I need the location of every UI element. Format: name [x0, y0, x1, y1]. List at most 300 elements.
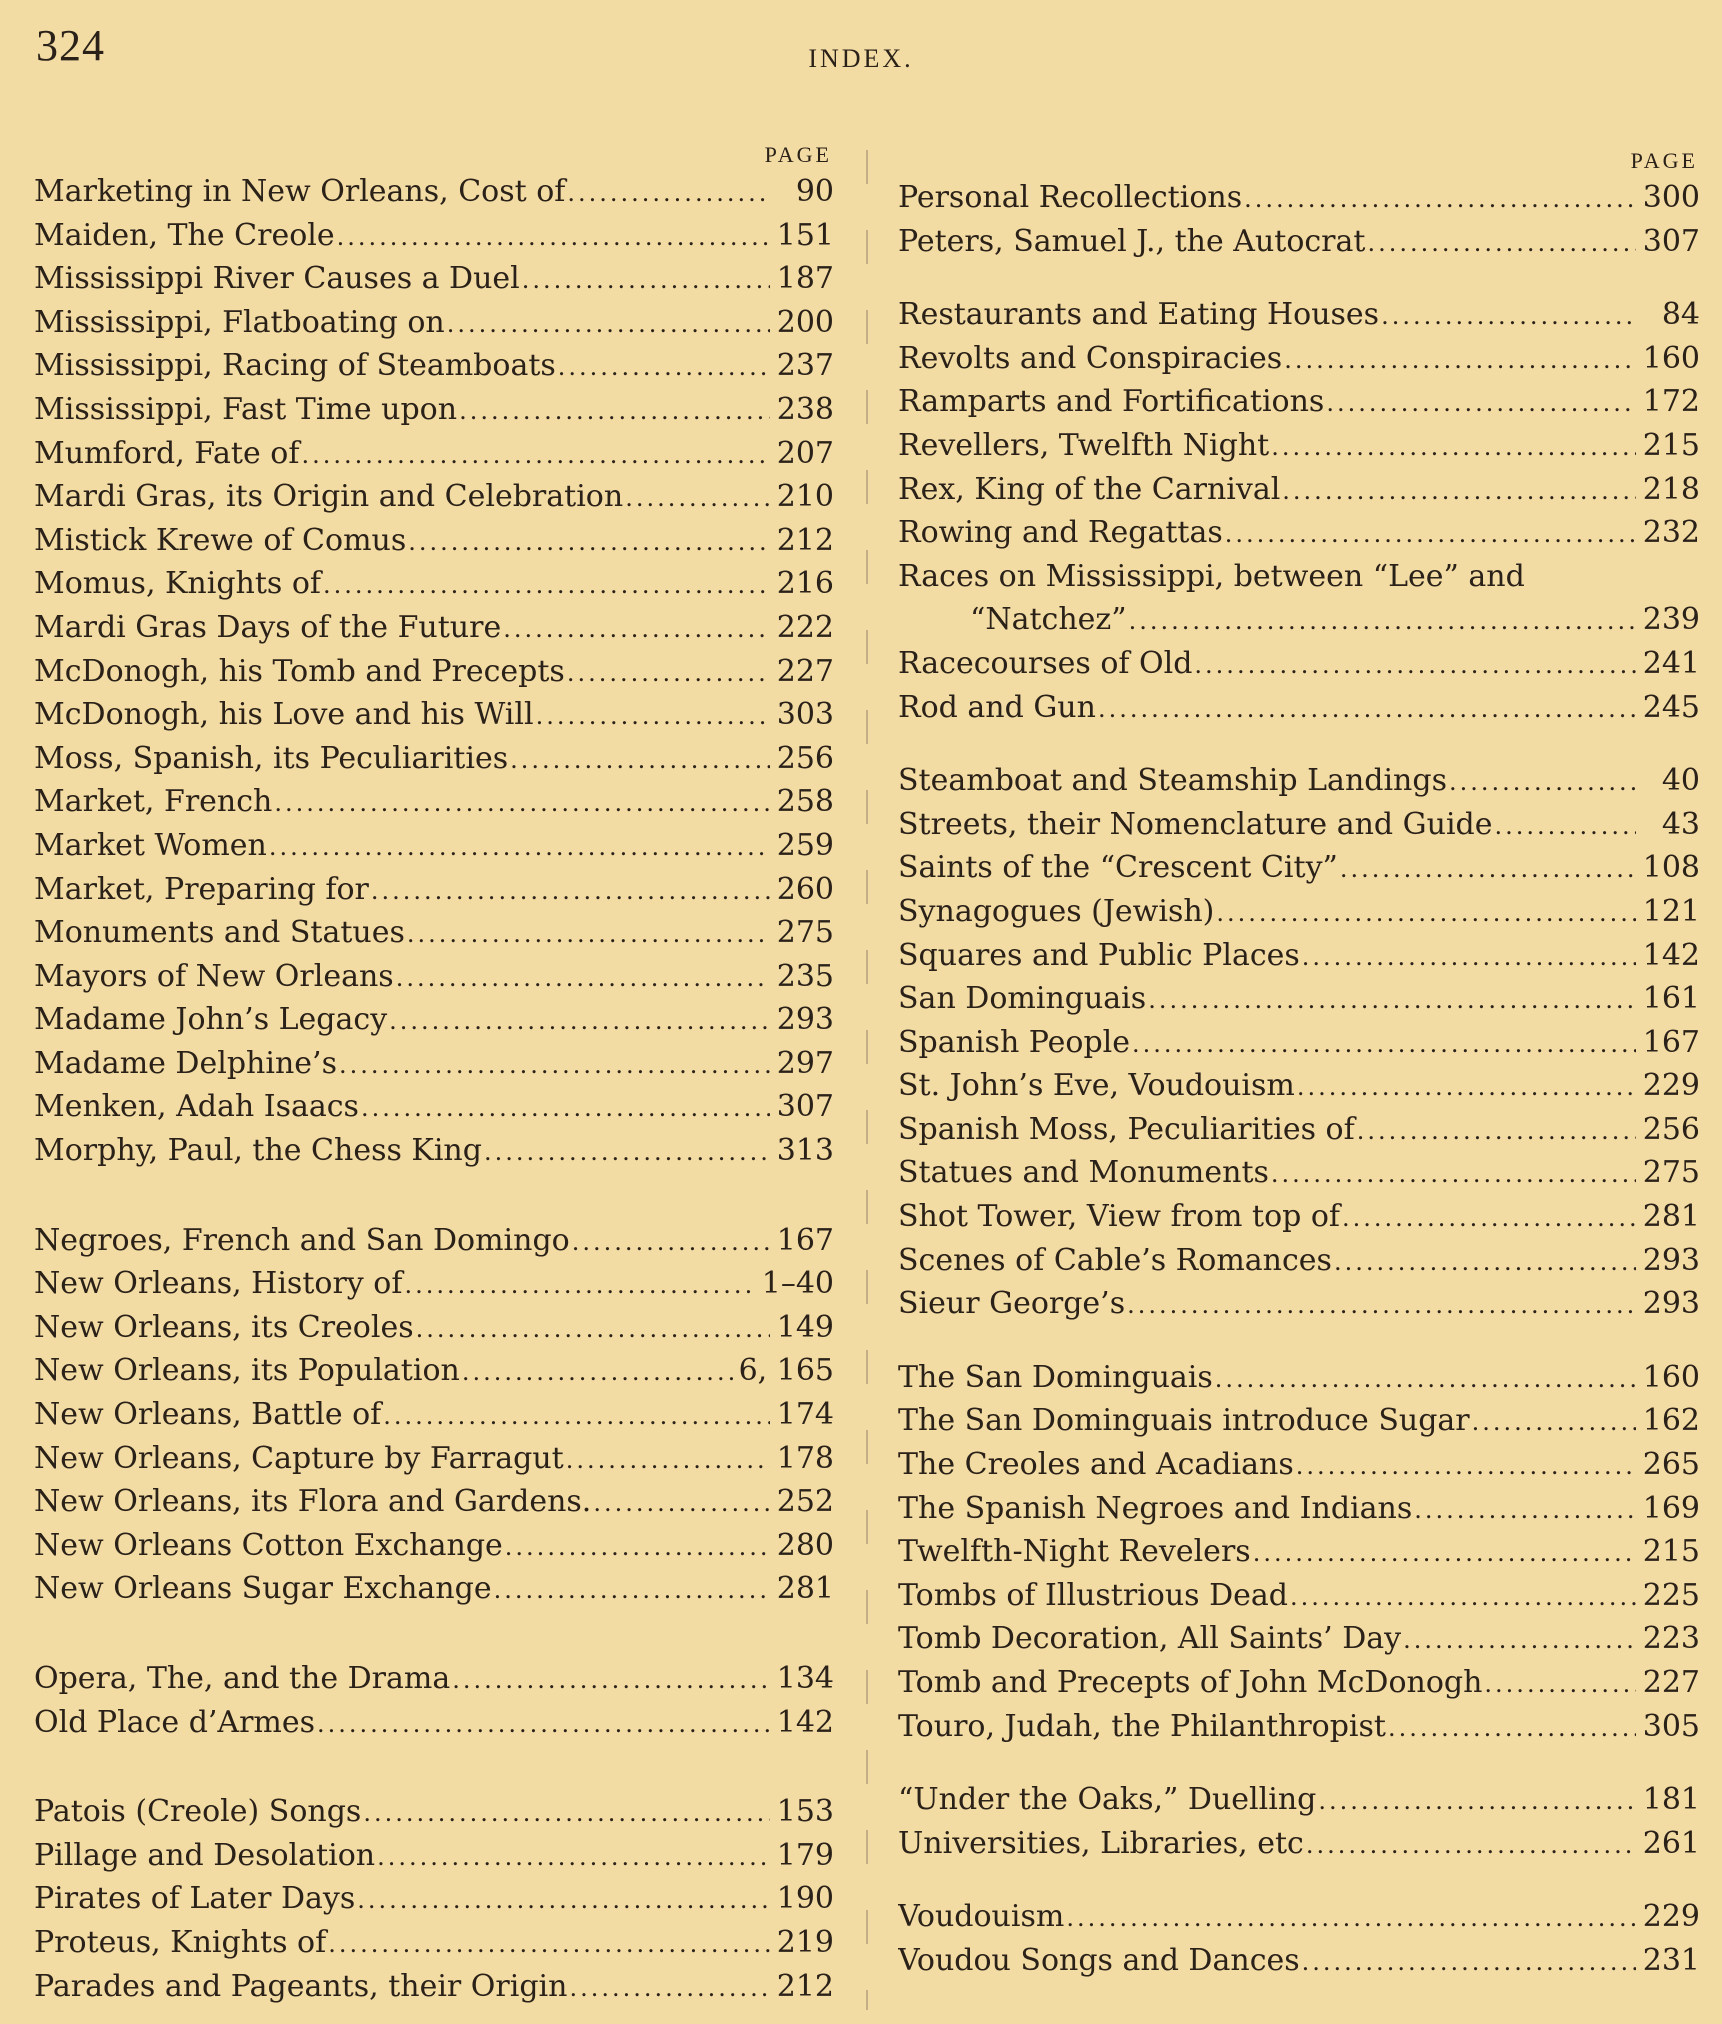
index-entry: [34, 1701, 834, 1745]
entry-page: 281: [776, 1571, 834, 1607]
dot-leader: [1098, 688, 1636, 730]
index-entry: [34, 519, 834, 563]
index-entry: [898, 511, 1700, 555]
entry-title: Opera, The, and the Drama: [34, 1661, 451, 1696]
dot-leader: [522, 259, 770, 301]
entry-page: 275: [1642, 1155, 1700, 1191]
entry-title: “Under the Oaks,” Duelling: [898, 1782, 1317, 1818]
dot-leader: [505, 1526, 770, 1568]
index-entry: [34, 1262, 834, 1306]
dot-leader: [484, 1131, 770, 1173]
entry-page: 260: [776, 871, 834, 907]
index-entry: [34, 1790, 834, 1834]
entry-page: 256: [1642, 1111, 1700, 1147]
entry-title: Menken, Adah Isaacs: [34, 1089, 359, 1125]
dot-leader: [1271, 1153, 1636, 1195]
entry-title: Mumford, Fate of: [34, 435, 300, 471]
entry-title: Voudou Songs and Dances: [898, 1942, 1300, 1978]
index-entry: [898, 176, 1700, 220]
index-entry: [34, 1965, 834, 2009]
index-entry: [34, 562, 834, 606]
dot-leader: [1296, 1445, 1636, 1487]
entry-title: Madame Delphine’s: [34, 1045, 337, 1081]
group-gap: [34, 1173, 834, 1219]
group-gap: [898, 729, 1700, 759]
entry-page: 207: [776, 435, 834, 471]
entry-page: 43: [1661, 806, 1700, 842]
entry-title: Personal Recollections: [898, 180, 1243, 215]
entry-title: Parades and Pageants, their Origin: [34, 1968, 568, 2004]
entry-page: 142: [1642, 937, 1700, 973]
index-group: [34, 170, 834, 1173]
index-entry: [34, 606, 834, 650]
entry-page: 229: [1642, 1899, 1700, 1935]
dot-leader: [416, 1308, 770, 1350]
entry-page: 280: [776, 1527, 834, 1563]
dot-leader: [1244, 178, 1636, 220]
entry-title: Market Women: [34, 827, 267, 863]
dot-leader: [1148, 979, 1636, 1021]
entry-page: 229: [1642, 1068, 1700, 1104]
entry-page: 179: [776, 1837, 834, 1873]
index-entry: [34, 1042, 834, 1086]
index-entry: [34, 955, 834, 999]
entry-title: Revellers, Twelfth Night: [898, 427, 1270, 463]
index-entry: [898, 803, 1700, 847]
index-entry: [34, 388, 834, 432]
dot-leader: [1326, 382, 1636, 424]
entry-title: Saints of the “Crescent City”: [898, 850, 1338, 886]
index-entry: [34, 868, 834, 912]
dot-leader: [371, 870, 770, 912]
dot-leader: [447, 303, 770, 345]
dot-leader: [459, 390, 770, 432]
dot-leader: [452, 1659, 770, 1701]
dot-leader: [494, 1569, 770, 1611]
column-divider: [866, 150, 868, 2010]
entry-title: Mississippi River Causes a Duel: [34, 261, 520, 297]
entry-page: 307: [776, 1089, 834, 1125]
entry-title: Mississippi, Racing of Steamboats: [34, 348, 556, 384]
index-entry: [898, 424, 1700, 468]
entry-title: New Orleans, its Creoles: [34, 1309, 414, 1345]
entry-title: Ramparts and Fortifications: [898, 384, 1325, 420]
dot-leader: [1253, 1532, 1636, 1574]
dot-leader: [1282, 470, 1636, 512]
index-group: [898, 1895, 1700, 1982]
index-entry: [898, 380, 1700, 424]
index-group: [34, 1219, 834, 1611]
entry-title: McDonogh, his Love and his Will: [34, 697, 534, 733]
entry-title: Moss, Spanish, its Peculiarities: [34, 740, 509, 776]
entry-title: Pillage and Desolation: [34, 1837, 376, 1873]
dot-leader: [510, 739, 770, 781]
index-group: [34, 1790, 834, 2008]
index-entry: [898, 598, 1700, 642]
index-entry: [34, 432, 834, 476]
index-entry: [34, 1524, 834, 1568]
entry-title: Spanish People: [898, 1024, 1131, 1060]
dot-leader: [274, 782, 770, 824]
entry-title: San Dominguais: [898, 981, 1147, 1017]
entry-page: 149: [776, 1309, 834, 1345]
entry-page: 223: [1642, 1621, 1700, 1657]
index-entry: [898, 1443, 1700, 1487]
index-entry: [898, 686, 1700, 730]
entry-page: 237: [776, 348, 834, 384]
entry-page: 297: [776, 1045, 834, 1081]
dot-leader: [1127, 1284, 1636, 1326]
entry-page: 40: [1661, 763, 1700, 799]
entry-page: 108: [1642, 850, 1700, 886]
entry-title: Tomb and Precepts of John McDonogh: [898, 1665, 1483, 1700]
group-gap: [898, 1748, 1700, 1778]
index-entry: [34, 1921, 834, 1965]
entry-page: 281: [1642, 1199, 1700, 1235]
dot-leader: [1318, 1780, 1636, 1822]
dot-leader: [1302, 1941, 1636, 1983]
page-column-header: PAGE: [1630, 148, 1698, 173]
index-entry: [898, 1661, 1700, 1705]
index-entry: [34, 1437, 834, 1481]
entry-title: Sieur George’s: [898, 1286, 1126, 1322]
entry-page: 300: [1642, 180, 1700, 215]
entry-title: Mistick Krewe of Comus: [34, 522, 407, 558]
entry-page: 293: [1642, 1242, 1700, 1278]
index-entry: [34, 780, 834, 824]
entry-title: Voudouism: [898, 1899, 1065, 1935]
dot-leader: [396, 957, 770, 999]
index-entry: [898, 220, 1700, 264]
entry-title: Momus, Knights of: [34, 566, 322, 602]
entry-page: 261: [1642, 1825, 1700, 1861]
index-entry: [34, 824, 834, 868]
index-entry: [898, 1705, 1700, 1749]
entry-title: Shot Tower, View from top of: [898, 1199, 1341, 1235]
dot-leader: [1357, 1110, 1636, 1152]
entry-page: 90: [795, 174, 834, 209]
entry-title: Revolts and Conspiracies: [898, 340, 1283, 376]
group-gap: [34, 1611, 834, 1657]
index-entry: [898, 1151, 1700, 1195]
index-entry: [34, 1877, 834, 1921]
entry-page: 218: [1642, 471, 1700, 507]
dot-leader: [301, 434, 770, 476]
entry-title: Madame John’s Legacy: [34, 1002, 388, 1038]
index-entry: [34, 344, 834, 388]
group-gap: [898, 1326, 1700, 1356]
dot-leader: [1302, 936, 1636, 978]
entry-page: 231: [1642, 1942, 1700, 1978]
dot-leader: [1484, 1663, 1636, 1705]
index-entry: [34, 650, 834, 694]
entry-page: 160: [1642, 340, 1700, 376]
index-entry: [898, 1574, 1700, 1618]
entry-title: St. John’s Eve, Voudouism: [898, 1068, 1295, 1104]
entry-title: The Creoles and Acadians: [898, 1447, 1294, 1483]
index-group: [898, 293, 1700, 729]
index-entry: [34, 1219, 834, 1263]
index-group: [898, 759, 1700, 1326]
index-entry: [898, 1021, 1700, 1065]
entry-title: Statues and Monuments: [898, 1155, 1269, 1191]
dot-leader: [1284, 339, 1636, 381]
dot-leader: [1225, 513, 1636, 555]
index-entry: [898, 1778, 1700, 1822]
dot-leader: [462, 1351, 733, 1393]
page-column-header: PAGE: [764, 142, 832, 167]
dot-leader: [363, 1792, 770, 1834]
entry-page: 212: [776, 1968, 834, 2004]
dot-leader: [357, 1879, 770, 1921]
group-gap: [898, 1865, 1700, 1895]
index-entry: [34, 1834, 834, 1878]
index-entry: [34, 1306, 834, 1350]
entry-title: Peters, Samuel J., the Autocrat: [898, 223, 1366, 259]
entry-page: 200: [776, 304, 834, 340]
index-entry: [898, 1822, 1700, 1866]
entry-title: The Spanish Negroes and Indians: [898, 1490, 1413, 1526]
entry-page: 258: [776, 784, 834, 820]
entry-page: 160: [1642, 1359, 1700, 1395]
entry-title: Squares and Public Places: [898, 937, 1300, 973]
index-entry: [898, 1064, 1700, 1108]
entry-title: Twelfth-Night Revelers: [898, 1534, 1251, 1570]
entry-title: The San Dominguais introduce Sugar: [898, 1403, 1470, 1439]
entry-page: 227: [776, 653, 834, 689]
entry-page: 169: [1642, 1490, 1700, 1526]
entry-title: Mayors of New Orleans: [34, 958, 394, 994]
dot-leader: [1194, 644, 1636, 686]
dot-leader: [337, 216, 770, 258]
dot-leader: [1342, 1197, 1636, 1239]
entry-title: New Orleans, its Flora and Gardens.: [34, 1484, 592, 1520]
dot-leader: [269, 826, 770, 868]
entry-page: 162: [1642, 1403, 1700, 1439]
dot-leader: [1495, 805, 1637, 847]
entry-page: 212: [776, 522, 834, 558]
dot-leader: [1367, 222, 1636, 264]
dot-leader: [317, 1703, 770, 1745]
index-entry: [34, 1567, 834, 1611]
entry-page: 1–40: [761, 1266, 834, 1302]
entry-page: 275: [776, 915, 834, 951]
entry-page: 225: [1642, 1577, 1700, 1613]
entry-page: 216: [776, 566, 834, 602]
entry-page: 161: [1642, 981, 1700, 1017]
dot-leader: [408, 521, 770, 563]
entry-title: Monuments and Statues: [34, 915, 405, 951]
entry-title: “Natchez”: [970, 602, 1127, 638]
index-entry: [34, 214, 834, 258]
index-entry: [898, 1195, 1700, 1239]
entry-page: 215: [1642, 1534, 1700, 1570]
entry-page: 293: [1642, 1286, 1700, 1322]
entry-page: 256: [776, 740, 834, 776]
index-entry: [34, 475, 834, 519]
dot-leader: [404, 1264, 755, 1306]
entry-title: Mississippi, Fast Time upon: [34, 391, 458, 427]
running-head: INDEX.: [808, 44, 914, 73]
index-entry: [898, 1282, 1700, 1326]
index-entry: [34, 1129, 834, 1173]
entry-page: 172: [1642, 384, 1700, 420]
dot-leader: [1403, 1619, 1636, 1661]
dot-leader: [1306, 1824, 1636, 1866]
index-entry: [898, 846, 1700, 890]
index-entry: [898, 1356, 1700, 1400]
entry-title: Spanish Moss, Peculiarities of: [898, 1111, 1355, 1147]
entry-page: 227: [1642, 1665, 1700, 1700]
entry-title: Rowing and Regattas: [898, 515, 1223, 551]
entry-page: 6, 165: [738, 1353, 834, 1389]
entry-title: New Orleans, its Population: [34, 1353, 460, 1389]
dot-leader: [1216, 892, 1636, 934]
index-entry: [34, 301, 834, 345]
dot-leader: [593, 1482, 770, 1524]
entry-title: New Orleans Sugar Exchange: [34, 1571, 492, 1607]
entry-page: 265: [1642, 1447, 1700, 1483]
entry-page: 219: [776, 1924, 834, 1960]
index-entry: [34, 1085, 834, 1129]
entry-title: Old Place d’Armes: [34, 1704, 316, 1740]
index-entry: [34, 998, 834, 1042]
dot-leader: [389, 1000, 770, 1042]
entry-page: 178: [776, 1440, 834, 1476]
dot-leader: [383, 1395, 770, 1437]
entry-title: Maiden, The Creole: [34, 217, 335, 253]
dot-leader: [1132, 1023, 1636, 1065]
index-entry: [898, 934, 1700, 978]
dot-leader: [1290, 1576, 1636, 1618]
entry-title: Market, French: [34, 784, 273, 820]
entry-page: 235: [776, 958, 834, 994]
entry-page: 210: [776, 479, 834, 515]
dot-leader: [503, 608, 770, 650]
entry-title: Universities, Libraries, etc: [898, 1825, 1304, 1861]
index-entry: [34, 693, 834, 737]
entry-page: 151: [776, 217, 834, 253]
dot-leader: [1215, 1358, 1636, 1400]
index-group: [34, 1657, 834, 1744]
entry-page: 303: [776, 697, 834, 733]
page-number: 324: [36, 21, 105, 70]
index-entry: [898, 642, 1700, 686]
dot-leader: [323, 564, 770, 606]
index-entry: [898, 555, 1700, 599]
entry-page: 190: [776, 1881, 834, 1917]
dot-leader: [567, 172, 770, 214]
entry-title: New Orleans, Battle of: [34, 1397, 382, 1433]
entry-page: 153: [776, 1794, 834, 1830]
index-entry: [898, 1530, 1700, 1574]
entry-page: 215: [1642, 427, 1700, 463]
entry-page: 174: [776, 1397, 834, 1433]
entry-title: Negroes, French and San Domingo: [34, 1222, 570, 1258]
entry-title: New Orleans, History of: [34, 1266, 403, 1302]
dot-leader: [1129, 600, 1636, 642]
entry-title: Tombs of Illustrious Dead: [898, 1577, 1288, 1613]
entry-title: Pirates of Later Days: [34, 1881, 356, 1917]
dot-leader: [1381, 295, 1636, 337]
entry-page: 305: [1642, 1708, 1700, 1744]
dot-leader: [1271, 426, 1636, 468]
dot-leader: [1414, 1489, 1636, 1531]
entry-page: 134: [776, 1661, 834, 1696]
dot-leader: [339, 1044, 770, 1086]
dot-leader: [572, 1221, 770, 1263]
index-entry: [34, 170, 834, 214]
entry-title: Marketing in New Orleans, Cost of: [34, 174, 566, 209]
index-entry: [898, 890, 1700, 934]
entry-page: 84: [1661, 297, 1700, 333]
dot-leader: [328, 1923, 770, 1965]
index-groups-right: [898, 176, 1700, 1983]
entry-page: 293: [776, 1002, 834, 1038]
entry-page: 307: [1642, 223, 1700, 259]
entry-page: 313: [776, 1133, 834, 1169]
entry-title: McDonogh, his Tomb and Precepts: [34, 653, 565, 689]
entry-title: Touro, Judah, the Philanthropist: [898, 1708, 1386, 1744]
entry-title: Restaurants and Eating Houses: [898, 297, 1380, 333]
index-entry: [898, 1108, 1700, 1152]
dot-leader: [1297, 1066, 1636, 1108]
dot-leader: [567, 652, 770, 694]
entry-title: Rod and Gun: [898, 689, 1096, 725]
dot-leader: [558, 346, 770, 388]
entry-page: 232: [1642, 515, 1700, 551]
entry-page: 238: [776, 391, 834, 427]
entry-page: 167: [1642, 1024, 1700, 1060]
entry-title: New Orleans, Capture by Farragut: [34, 1440, 564, 1476]
index-entry: [898, 1239, 1700, 1283]
dot-leader: [1334, 1241, 1636, 1283]
group-gap: [34, 1744, 834, 1790]
dot-leader: [377, 1836, 770, 1878]
dot-leader: [1388, 1707, 1636, 1749]
index-entry: [898, 293, 1700, 337]
entry-page: 187: [776, 261, 834, 297]
entry-title: Proteus, Knights of: [34, 1924, 327, 1960]
entry-page: 245: [1642, 689, 1700, 725]
entry-title: Races on Mississippi, between “Lee” and: [898, 558, 1525, 594]
dot-leader: [1340, 848, 1636, 890]
entry-page: 142: [776, 1704, 834, 1740]
index-column-left: [34, 140, 834, 2008]
dot-leader: [1066, 1897, 1636, 1939]
entry-title: Racecourses of Old: [898, 645, 1193, 681]
entry-title: Synagogues (Jewish): [898, 893, 1215, 929]
entry-title: Mardi Gras Days of the Future: [34, 609, 502, 645]
entry-title: Morphy, Paul, the Chess King: [34, 1133, 482, 1169]
index-entry: [898, 1399, 1700, 1443]
dot-leader: [536, 695, 770, 737]
index-entry: [898, 337, 1700, 381]
index-group: [898, 1778, 1700, 1865]
entry-title: The San Dominguais: [898, 1359, 1213, 1395]
dot-leader: [625, 477, 770, 519]
index-entry: [34, 1480, 834, 1524]
index-entry: [34, 737, 834, 781]
index-entry: [34, 257, 834, 301]
index-entry: [898, 1487, 1700, 1531]
entry-title: Market, Preparing for: [34, 871, 369, 907]
index-entry: [34, 911, 834, 955]
index-groups-left: [34, 170, 834, 2008]
entry-page: 181: [1642, 1782, 1700, 1818]
entry-title: Streets, their Nomenclature and Guide: [898, 806, 1493, 842]
entry-title: Patois (Creole) Songs: [34, 1794, 362, 1830]
